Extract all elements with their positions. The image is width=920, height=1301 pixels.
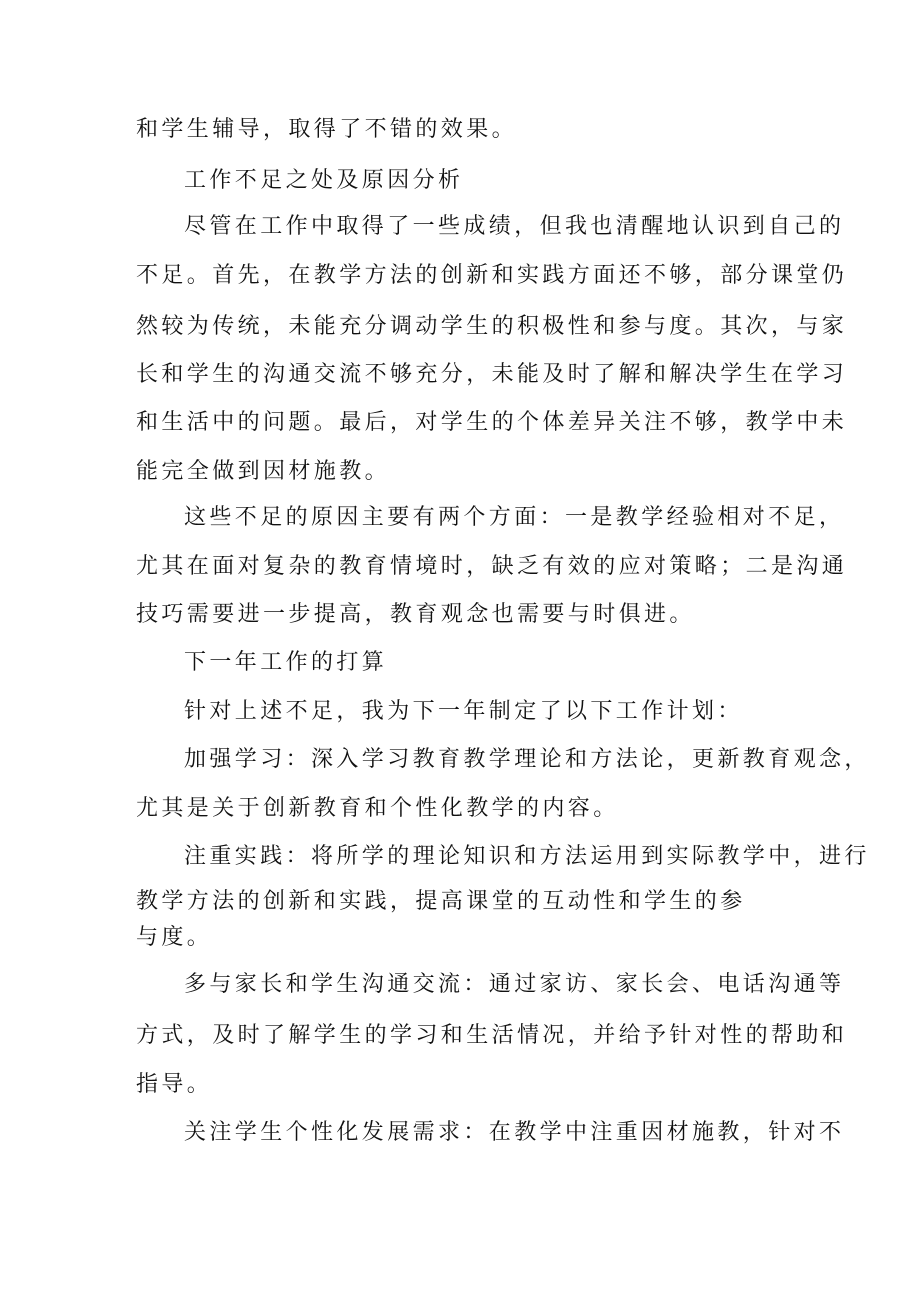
text-line: 尤其在面对复杂的教育情境时，缺乏有效的应对策略；二是沟通 [136,554,848,579]
text-line: 和生活中的问题。最后，对学生的个体差异关注不够，教学中未 [136,410,848,435]
section-heading: 工作不足之处及原因分析 [184,168,464,193]
text-line: 教学方法的创新和实践，提高课堂的互动性和学生的参 [136,889,746,914]
text-line: 技巧需要进一步提高，教育观念也需要与时俱进。 [136,602,695,627]
text-line: 长和学生的沟通交流不够充分，未能及时了解和解决学生在学习 [136,362,848,387]
text-line: 方式，及时了解学生的学习和生活情况，并给予针对性的帮助和 [136,1023,848,1048]
section-heading: 下一年工作的打算 [184,650,388,675]
text-line: 能完全做到因材施教。 [136,459,391,484]
text-line: 尤其是关于创新教育和个性化教学的内容。 [136,796,619,821]
text-line: 注重实践：将所学的理论知识和方法运用到实际教学中，进行 [184,844,870,869]
text-line: 不足。首先，在教学方法的创新和实践方面还不够，部分课堂仍 [136,263,848,288]
text-line: 这些不足的原因主要有两个方面：一是教学经验相对不足， [184,505,845,530]
text-line: 和学生辅导，取得了不错的效果。 [136,117,518,142]
text-line: 关注学生个性化发展需求：在教学中注重因材施教，针对不 [184,1120,845,1145]
text-line: 指导。 [136,1072,213,1097]
text-line: 多与家长和学生沟通交流：通过家访、家长会、电话沟通等 [184,972,845,997]
text-line: 尽管在工作中取得了一些成绩，但我也清醒地认识到自己的 [184,214,845,239]
text-line: 然较为传统，未能充分调动学生的积极性和参与度。其次，与家 [136,314,848,339]
text-line: 与度。 [136,925,213,950]
text-line: 针对上述不足，我为下一年制定了以下工作计划： [184,699,743,724]
text-line: 加强学习：深入学习教育教学理论和方法论，更新教育观念， [184,747,870,772]
